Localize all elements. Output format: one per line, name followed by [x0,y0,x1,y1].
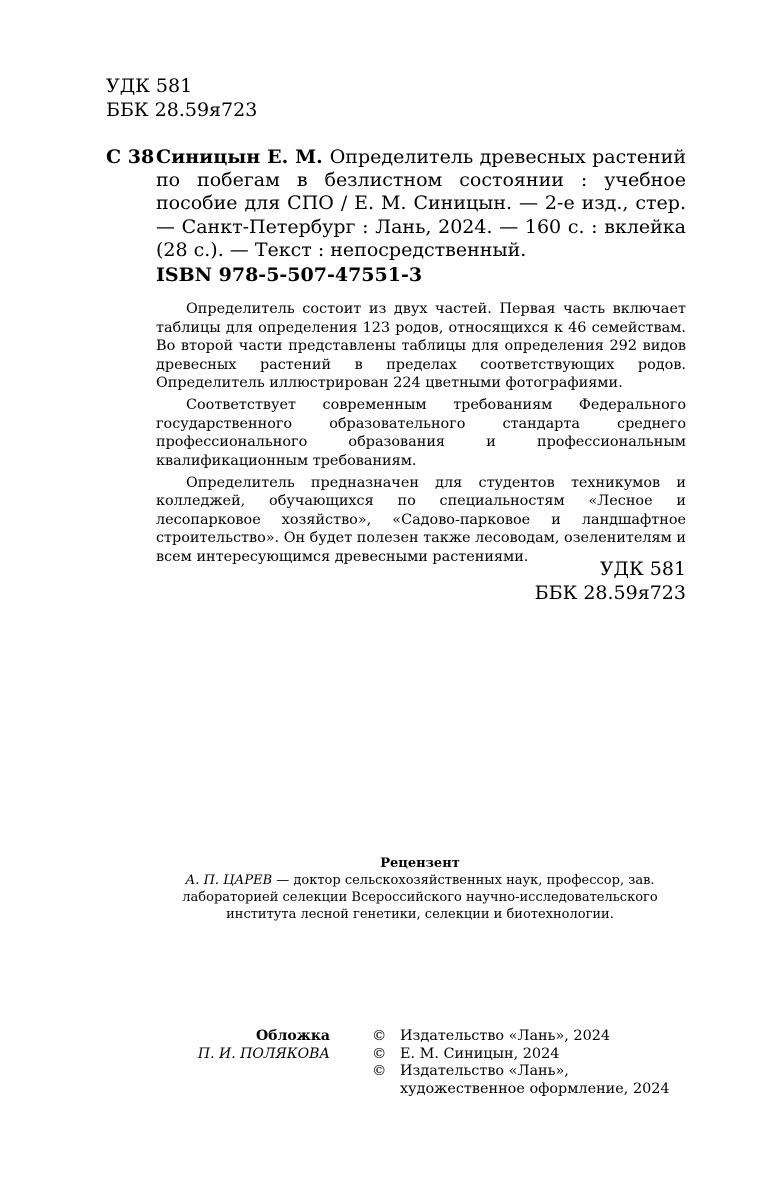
udk-code: УДК 581 [599,558,686,580]
reviewer-title: Рецензент [380,856,460,871]
annotation-paragraph: Определитель состоит из двух частей. Первая часть включает таблицы для определения 123 родов, относящихся к 46 семействам. Во второй части представлены таблицы для определения 292 видов древесных растений в пределах соответствующих родов. Определитель иллюстрирован 224 цветными фотографиями. [156,301,686,391]
cover-designer: П. И. ПОЛЯКОВА [197,1045,330,1062]
reviewer-name: А. П. ЦАРЕВ [185,873,273,888]
author-sign: С 38 [106,146,155,168]
reviewer-text [150,872,690,923]
copyright-icon: © [372,1063,387,1079]
bibliographic-description [156,146,686,262]
copyright-icon: © [372,1045,387,1062]
copyright-list [372,1028,692,1098]
cover-credit [170,1028,330,1063]
classification-footer [535,557,686,605]
reviewer-description: — доктор сельскохозяйственных наук, профессор, зав. лабораторией селекции Всероссийского научно-исследовательского института лесной генетики, селекции и биотехнологии. [182,873,658,922]
annotation-paragraph: Определитель предназначен для студентов техникумов и колледжей, обучающихся по специальностям «Лесное и лесопарковое хозяйство», «Садово-парковое и ландшафтное строительство». Он будет полезен также лесоводам, озеленителям и всем интересующимся древесными растениями. [156,474,686,565]
annotation-paragraph: Соответствует современным требованиям Федерального государственного образовательного стандарта среднего профессионального образования и профессиональным квалификационным требованиям. [156,397,686,469]
udk-code: УДК 581 [106,75,193,97]
copyright-item [372,1046,692,1064]
description-text: Определитель древесных растений по побегам в безлистном состоянии : учебное пособие для СПО / Е. М. Синицын. — 2-е изд., стер. — Санкт-Петербург : Лань, 2024. — 160 с. : вклейка (28 с.). — Текст : непосредственный. [156,146,686,261]
classification-header [106,74,257,122]
copyright-item [372,1028,692,1046]
cover-title: Обложка [255,1028,330,1044]
isbn: ISBN 978-5-507-47551-3 [156,264,423,286]
copyright-item [372,1063,692,1098]
copyright-icon: © [372,1028,387,1044]
copyright-text: Издательство «Лань», художественное оформление, 2024 [400,1063,670,1097]
copyright-text: Издательство «Лань», 2024 [400,1028,611,1044]
annotation [156,300,686,570]
bbk-code: ББК 28.59я723 [106,99,258,121]
author-name: Синицын Е. М. [156,146,330,168]
copyright-text: Е. М. Синицын, 2024 [400,1045,560,1062]
reviewer-block [150,855,690,923]
bbk-code: ББК 28.59я723 [534,582,686,604]
